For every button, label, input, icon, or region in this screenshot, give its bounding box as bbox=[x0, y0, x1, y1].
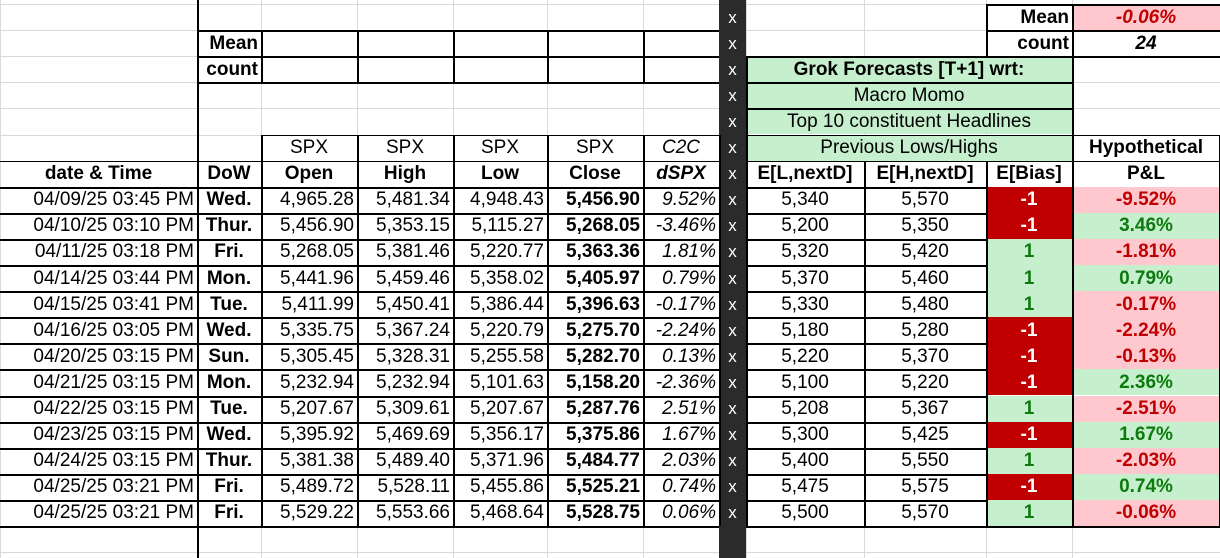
cell-dspx: -2.24% bbox=[655, 319, 716, 341]
cell-el: 5,208 bbox=[781, 398, 829, 420]
separator-marker bbox=[719, 396, 746, 422]
separator-marker bbox=[719, 317, 746, 343]
border bbox=[547, 135, 549, 527]
cell-close: 5,484.77 bbox=[566, 450, 640, 472]
cell-low: 5,207.67 bbox=[470, 398, 544, 420]
border bbox=[197, 0, 199, 558]
cell-eh: 5,370 bbox=[901, 345, 949, 367]
cell-date: 04/25/25 03:21 PM bbox=[33, 476, 194, 498]
border bbox=[746, 108, 1072, 110]
cell-close: 5,282.70 bbox=[566, 345, 640, 367]
left-mean-label: Mean bbox=[209, 32, 258, 54]
cell-low: 5,468.64 bbox=[470, 502, 544, 524]
separator-marker-text: x bbox=[728, 477, 737, 497]
cell-bias: -1 bbox=[986, 317, 1072, 343]
cell-date: 04/21/25 03:15 PM bbox=[33, 371, 194, 393]
cell-high: 5,367.24 bbox=[376, 319, 450, 341]
border bbox=[746, 135, 1072, 137]
cell-open: 5,529.22 bbox=[280, 502, 354, 524]
cell-open: 5,381.38 bbox=[280, 450, 354, 472]
cell-low: 5,356.17 bbox=[470, 424, 544, 446]
separator-marker-text: x bbox=[728, 33, 737, 53]
cell-el: 5,370 bbox=[781, 267, 829, 289]
header-top-c2c: C2C bbox=[661, 137, 700, 159]
cell-el: 5,320 bbox=[781, 241, 829, 263]
cell-dow: Sun. bbox=[208, 345, 250, 367]
cell-date: 04/14/25 03:44 PM bbox=[33, 267, 194, 289]
cell-eh: 5,367 bbox=[901, 398, 949, 420]
border bbox=[746, 56, 1072, 58]
cell-open: 5,456.90 bbox=[280, 215, 354, 237]
cell-dow: Thur. bbox=[205, 450, 253, 472]
border bbox=[719, 135, 721, 527]
column-header-high: High bbox=[383, 163, 427, 185]
cell-el: 5,330 bbox=[781, 293, 829, 315]
border bbox=[0, 161, 719, 163]
gridline-h bbox=[0, 552, 1220, 553]
forecast-line: Macro Momo bbox=[746, 82, 1072, 108]
cell-el: 5,200 bbox=[781, 215, 829, 237]
cell-low: 4,948.43 bbox=[470, 189, 544, 211]
border bbox=[261, 135, 263, 527]
cell-high: 5,353.15 bbox=[376, 215, 450, 237]
cell-date: 04/23/25 03:15 PM bbox=[33, 424, 194, 446]
separator-marker bbox=[719, 82, 746, 108]
cell-close: 5,405.97 bbox=[566, 267, 640, 289]
cell-date: 04/20/25 03:15 PM bbox=[33, 345, 194, 367]
forecast-line: Previous Lows/Highs bbox=[746, 135, 1072, 161]
separator-marker bbox=[719, 30, 746, 56]
cell-pnl: -0.13% bbox=[1072, 343, 1220, 369]
separator-marker-text: x bbox=[728, 372, 737, 392]
column-header-bias: E[Bias] bbox=[996, 163, 1062, 185]
cell-pnl: 3.46% bbox=[1072, 213, 1220, 239]
cell-low: 5,101.63 bbox=[470, 371, 544, 393]
cell-close: 5,287.76 bbox=[566, 398, 640, 420]
column-header-dspx: dSPX bbox=[656, 163, 706, 185]
border bbox=[453, 30, 455, 82]
cell-high: 5,528.11 bbox=[377, 476, 450, 498]
cell-eh: 5,460 bbox=[901, 267, 949, 289]
cell-dow: Fri. bbox=[214, 241, 244, 263]
border bbox=[261, 135, 719, 137]
border bbox=[1072, 4, 1074, 56]
cell-open: 5,232.94 bbox=[280, 371, 354, 393]
cell-eh: 5,550 bbox=[901, 450, 949, 472]
cell-bias: 1 bbox=[986, 448, 1072, 474]
cell-close: 5,375.86 bbox=[566, 424, 640, 446]
border bbox=[986, 161, 988, 526]
cell-bias: 1 bbox=[986, 500, 1072, 526]
separator-marker bbox=[719, 291, 746, 317]
separator-marker bbox=[719, 135, 746, 161]
cell-eh: 5,220 bbox=[901, 371, 949, 393]
cell-dspx: 0.06% bbox=[662, 502, 716, 524]
cell-high: 5,489.40 bbox=[376, 450, 450, 472]
cell-low: 5,115.27 bbox=[471, 215, 544, 237]
cell-pnl: 0.79% bbox=[1072, 265, 1220, 291]
separator-marker-text: x bbox=[728, 164, 737, 184]
border bbox=[643, 30, 645, 82]
cell-date: 04/24/25 03:15 PM bbox=[33, 450, 194, 472]
cell-pnl: -9.52% bbox=[1072, 187, 1220, 213]
separator-marker bbox=[719, 369, 746, 395]
border bbox=[986, 4, 1220, 6]
cell-el: 5,475 bbox=[781, 476, 829, 498]
cell-open: 5,207.67 bbox=[280, 398, 354, 420]
separator-marker bbox=[719, 422, 746, 448]
cell-high: 5,381.46 bbox=[376, 241, 450, 263]
column-header-open: Open bbox=[284, 163, 334, 185]
cell-high: 5,328.31 bbox=[376, 345, 450, 367]
separator-marker bbox=[719, 187, 746, 213]
cell-dspx: 2.51% bbox=[662, 398, 716, 420]
separator-marker-text: x bbox=[728, 268, 737, 288]
cell-low: 5,371.96 bbox=[470, 450, 544, 472]
border bbox=[746, 56, 748, 160]
separator-marker-text: x bbox=[728, 451, 737, 471]
cell-dspx: 0.74% bbox=[662, 476, 716, 498]
cell-close: 5,363.36 bbox=[566, 241, 640, 263]
cell-el: 5,340 bbox=[781, 189, 829, 211]
cell-pnl: -1.81% bbox=[1072, 239, 1220, 265]
separator-marker-text: x bbox=[728, 242, 737, 262]
cell-dspx: -3.46% bbox=[655, 215, 716, 237]
cell-dspx: 1.67% bbox=[662, 424, 716, 446]
border bbox=[746, 161, 748, 526]
cell-high: 5,309.61 bbox=[376, 398, 450, 420]
cell-pnl: -0.17% bbox=[1072, 291, 1220, 317]
column-header-close: Close bbox=[569, 163, 621, 185]
header-top-low: SPX bbox=[480, 137, 520, 159]
separator-marker bbox=[719, 4, 746, 30]
cell-dspx: 1.81% bbox=[662, 241, 716, 263]
cell-open: 5,411.99 bbox=[281, 293, 354, 315]
cell-date: 04/10/25 03:10 PM bbox=[33, 215, 194, 237]
cell-bias: 1 bbox=[986, 265, 1072, 291]
separator-marker bbox=[719, 448, 746, 474]
separator-marker bbox=[719, 161, 746, 187]
cell-bias: 1 bbox=[986, 291, 1072, 317]
cell-open: 5,489.72 bbox=[280, 476, 354, 498]
border bbox=[197, 30, 719, 32]
mean-value: -0.06% bbox=[1072, 4, 1220, 30]
separator-marker bbox=[719, 265, 746, 291]
separator-marker bbox=[719, 56, 746, 82]
border bbox=[1072, 135, 1074, 527]
border bbox=[643, 135, 645, 527]
border bbox=[261, 30, 263, 82]
cell-close: 5,275.70 bbox=[566, 319, 640, 341]
border bbox=[986, 30, 1220, 32]
cell-dow: Wed. bbox=[206, 319, 252, 341]
cell-low: 5,358.02 bbox=[470, 267, 544, 289]
cell-el: 5,220 bbox=[781, 345, 829, 367]
header-top-open: SPX bbox=[289, 137, 329, 159]
cell-dow: Tue. bbox=[210, 398, 248, 420]
separator-marker-text: x bbox=[728, 216, 737, 236]
cell-bias: 1 bbox=[986, 239, 1072, 265]
cell-pnl: 1.67% bbox=[1072, 422, 1220, 448]
count-value: 24 bbox=[1135, 32, 1157, 54]
column-header-pnl: P&L bbox=[1127, 163, 1165, 185]
column-header-low: Low bbox=[481, 163, 519, 185]
cell-pnl: 2.36% bbox=[1072, 369, 1220, 395]
column-header-dow: DoW bbox=[207, 163, 251, 185]
cell-eh: 5,425 bbox=[901, 424, 949, 446]
cell-dow: Mon. bbox=[206, 371, 252, 393]
cell-close: 5,456.90 bbox=[566, 189, 640, 211]
cell-low: 5,386.44 bbox=[470, 293, 544, 315]
cell-close: 5,268.05 bbox=[566, 215, 640, 237]
cell-date: 04/22/25 03:15 PM bbox=[33, 398, 194, 420]
cell-date: 04/11/25 03:18 PM bbox=[34, 241, 194, 263]
cell-open: 5,335.75 bbox=[280, 319, 354, 341]
border bbox=[357, 30, 359, 82]
cell-dspx: 2.03% bbox=[662, 450, 716, 472]
border bbox=[746, 526, 1220, 528]
border bbox=[197, 82, 719, 84]
separator-marker-text: x bbox=[728, 111, 737, 131]
cell-high: 5,232.94 bbox=[376, 371, 450, 393]
cell-open: 5,305.45 bbox=[280, 345, 354, 367]
separator-marker bbox=[719, 239, 746, 265]
cell-high: 5,450.41 bbox=[376, 293, 450, 315]
cell-close: 5,525.21 bbox=[566, 476, 640, 498]
cell-high: 5,553.66 bbox=[376, 502, 450, 524]
cell-pnl: -0.06% bbox=[1072, 500, 1220, 526]
column-header-eh: E[H,nextD] bbox=[876, 163, 974, 185]
cell-dow: Tue. bbox=[210, 293, 248, 315]
cell-pnl: 0.74% bbox=[1072, 474, 1220, 500]
cell-date: 04/15/25 03:41 PM bbox=[33, 293, 194, 315]
cell-eh: 5,480 bbox=[901, 293, 949, 315]
separator-marker bbox=[719, 343, 746, 369]
cell-bias: -1 bbox=[986, 474, 1072, 500]
cell-el: 5,300 bbox=[781, 424, 829, 446]
cell-open: 5,268.05 bbox=[280, 241, 354, 263]
border bbox=[746, 161, 1220, 163]
separator-marker bbox=[719, 108, 746, 134]
separator-marker bbox=[719, 500, 746, 526]
separator-marker-text: x bbox=[728, 190, 737, 210]
cell-close: 5,396.63 bbox=[566, 293, 640, 315]
cell-date: 04/16/25 03:05 PM bbox=[33, 319, 194, 341]
separator-marker-text: x bbox=[728, 346, 737, 366]
cell-pnl: -2.51% bbox=[1072, 396, 1220, 422]
cell-dspx: 0.79% bbox=[662, 267, 716, 289]
cell-low: 5,220.77 bbox=[470, 241, 544, 263]
cell-low: 5,220.79 bbox=[470, 319, 544, 341]
cell-dspx: -0.17% bbox=[655, 293, 716, 315]
cell-el: 5,500 bbox=[781, 502, 829, 524]
separator-marker bbox=[719, 213, 746, 239]
border bbox=[0, 526, 719, 528]
border bbox=[746, 82, 1072, 84]
border bbox=[357, 135, 359, 527]
cell-pnl: -2.24% bbox=[1072, 317, 1220, 343]
cell-eh: 5,350 bbox=[901, 215, 949, 237]
cell-low: 5,455.86 bbox=[470, 476, 544, 498]
cell-open: 5,441.96 bbox=[280, 267, 354, 289]
separator-marker-text: x bbox=[728, 294, 737, 314]
cell-dow: Wed. bbox=[206, 189, 252, 211]
separator-marker-text: x bbox=[728, 320, 737, 340]
cell-low: 5,255.58 bbox=[470, 345, 544, 367]
border bbox=[986, 4, 988, 56]
cell-el: 5,100 bbox=[781, 371, 829, 393]
cell-close: 5,158.20 bbox=[566, 371, 640, 393]
mean-label: Mean bbox=[1020, 6, 1069, 28]
cell-eh: 5,420 bbox=[901, 241, 949, 263]
cell-dow: Mon. bbox=[206, 267, 252, 289]
cell-dow: Thur. bbox=[205, 215, 253, 237]
cell-date: 04/09/25 03:45 PM bbox=[33, 189, 194, 211]
cell-open: 4,965.28 bbox=[280, 189, 354, 211]
cell-dow: Fri. bbox=[214, 502, 244, 524]
cell-eh: 5,570 bbox=[901, 189, 949, 211]
separator-marker-text: x bbox=[728, 503, 737, 523]
cell-pnl: -2.03% bbox=[1072, 448, 1220, 474]
cell-dow: Fri. bbox=[214, 476, 244, 498]
cell-eh: 5,575 bbox=[901, 476, 949, 498]
header-top-close: SPX bbox=[575, 137, 615, 159]
border bbox=[547, 30, 549, 82]
cell-high: 5,469.69 bbox=[376, 424, 450, 446]
border bbox=[453, 135, 455, 527]
header-top-hypothetical: Hypothetical bbox=[1088, 137, 1204, 159]
separator-marker-text: x bbox=[728, 425, 737, 445]
cell-dspx: 0.13% bbox=[662, 345, 716, 367]
separator-marker-text: x bbox=[728, 59, 737, 79]
cell-eh: 5,570 bbox=[901, 502, 949, 524]
forecast-title: Grok Forecasts [T+1] wrt: bbox=[746, 56, 1072, 82]
cell-bias: -1 bbox=[986, 213, 1072, 239]
cell-dow: Wed. bbox=[206, 424, 252, 446]
cell-bias: -1 bbox=[986, 187, 1072, 213]
cell-el: 5,180 bbox=[781, 319, 829, 341]
cell-el: 5,400 bbox=[781, 450, 829, 472]
cell-open: 5,395.92 bbox=[280, 424, 354, 446]
border bbox=[1072, 135, 1220, 137]
separator-marker-text: x bbox=[728, 138, 737, 158]
cell-dspx: -2.36% bbox=[655, 371, 716, 393]
cell-dspx: 9.52% bbox=[662, 189, 716, 211]
column-header-date: date & Time bbox=[44, 163, 153, 185]
count-label: count bbox=[1017, 32, 1069, 54]
cell-bias: 1 bbox=[986, 396, 1072, 422]
column-header-el: E[L,nextD] bbox=[757, 163, 853, 185]
border bbox=[197, 56, 719, 58]
cell-bias: -1 bbox=[986, 343, 1072, 369]
separator-marker-text: x bbox=[728, 7, 737, 27]
separator-marker-text: x bbox=[728, 85, 737, 105]
separator-marker-text: x bbox=[728, 399, 737, 419]
header-top-high: SPX bbox=[385, 137, 425, 159]
border bbox=[864, 161, 866, 526]
forecast-line: Top 10 constituent Headlines bbox=[746, 108, 1072, 134]
cell-eh: 5,280 bbox=[901, 319, 949, 341]
cell-bias: -1 bbox=[986, 422, 1072, 448]
cell-bias: -1 bbox=[986, 369, 1072, 395]
cell-high: 5,459.46 bbox=[376, 267, 450, 289]
left-count-label: count bbox=[206, 58, 258, 80]
separator-marker bbox=[719, 474, 746, 500]
cell-date: 04/25/25 03:21 PM bbox=[33, 502, 194, 524]
cell-high: 5,481.34 bbox=[376, 189, 450, 211]
cell-close: 5,528.75 bbox=[566, 502, 640, 524]
